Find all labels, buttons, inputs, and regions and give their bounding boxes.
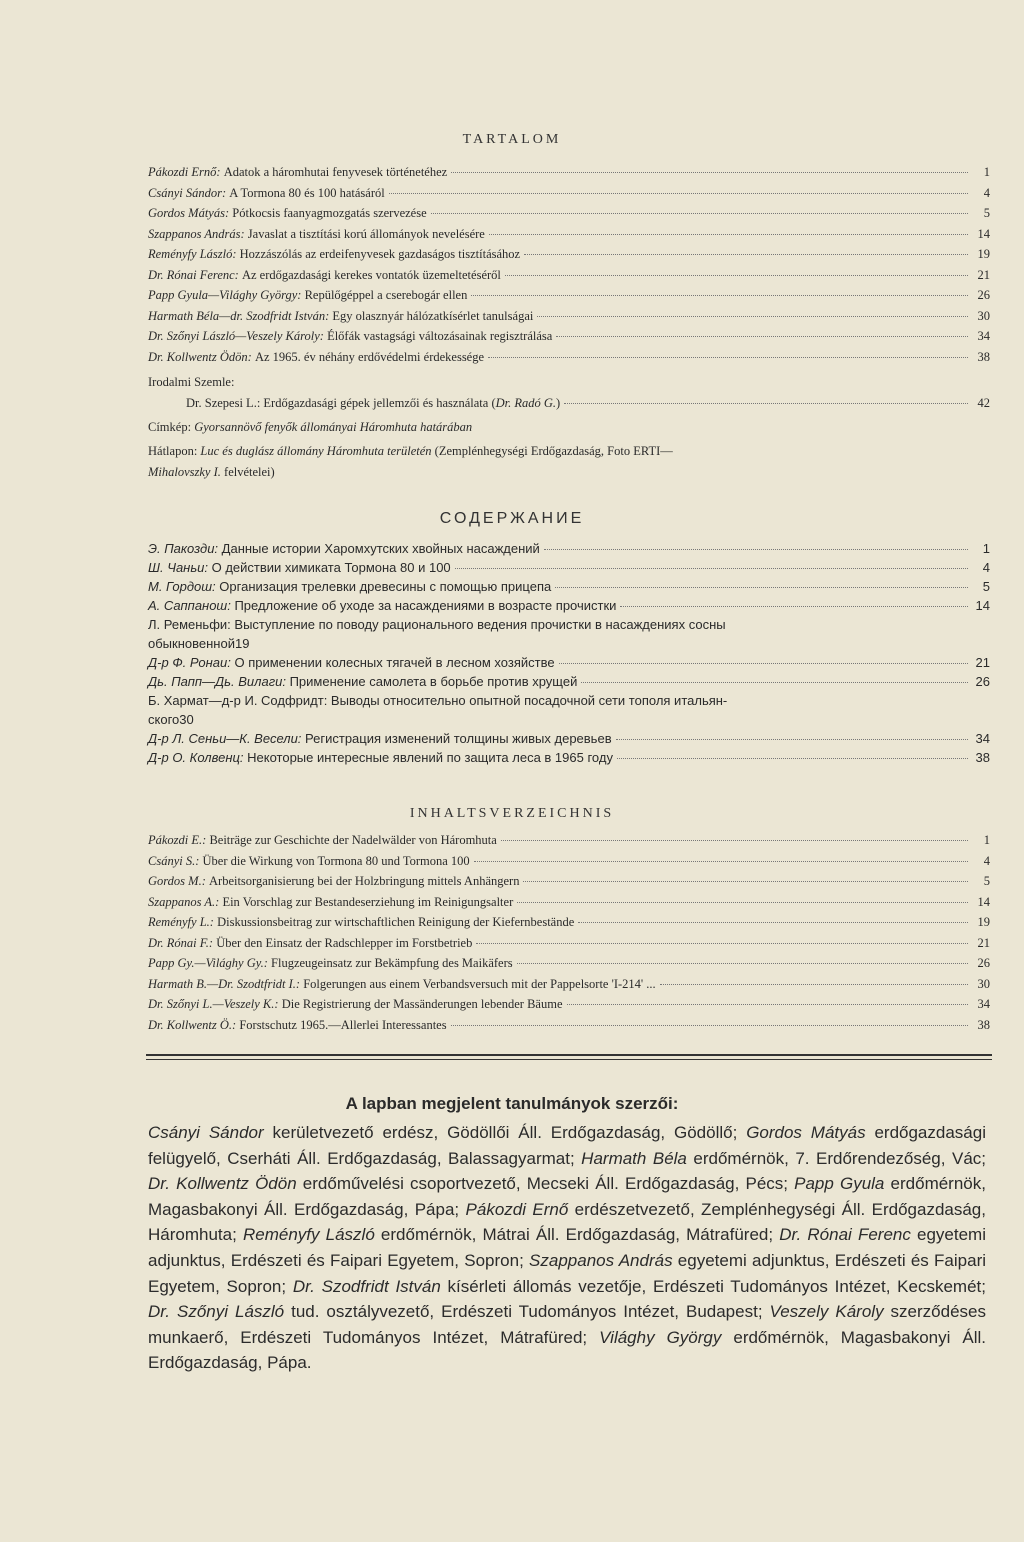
toc-entry <box>148 183 990 204</box>
page-number: 26 <box>977 956 990 970</box>
toc-entry <box>148 539 990 558</box>
page-number: 14 <box>975 598 990 613</box>
toc-entry <box>148 265 990 286</box>
toc-title: A Tormona 80 és 100 hatásáról <box>226 185 385 200</box>
page-number: 4 <box>983 853 990 868</box>
toc-entry <box>148 615 990 653</box>
page-number: 19 <box>977 247 990 261</box>
inhalt-title: INHALTSVERZEICHNIS <box>409 806 615 821</box>
toc-author: Szappanos A.: <box>148 894 220 909</box>
page-number: 21 <box>977 935 990 950</box>
toc-entry <box>148 729 990 748</box>
toc-author: Dr. Szőnyi László—Veszely Károly: <box>148 329 324 343</box>
toc-author: Csányi Sándor: <box>148 185 227 200</box>
page-number: 34 <box>975 731 990 746</box>
page-number: 1 <box>983 165 990 179</box>
page-number: 26 <box>977 288 990 302</box>
toc-title: О действии химиката Тормона 80 и 100 <box>208 560 451 575</box>
cimkep-line: Címkép: Gyorsannövő fenyők állományai Háromhuta határában <box>148 420 473 434</box>
page-number: 34 <box>977 997 990 1011</box>
toc-title: Über die Wirkung von Tormona 80 und Tormona 100 <box>199 853 470 868</box>
author-name: Dr. Rónai Ferenc <box>779 1225 911 1245</box>
toc-author: Reményfy L.: <box>148 915 214 929</box>
authors-heading: A lapban megjelent tanulmányok szerzői: <box>345 1094 679 1113</box>
toc-title: Pótkocsis faanyagmozgatás szervezése <box>229 206 427 220</box>
toc-author: Dr. Rónai F.: <box>148 935 214 950</box>
author-affiliation: tud. osztályvezető, Erdészeti Tudományos Intézet, Budapest; <box>284 1302 770 1322</box>
divider-rule <box>146 1054 992 1056</box>
author-affiliation: kerületvezető erdész, Gödöllői Áll. Erdőgazdaság, Gödöllő; <box>263 1123 747 1142</box>
page-number: 5 <box>983 206 990 220</box>
page-number: 38 <box>977 349 990 364</box>
author-affiliation: kísérleti állomás vezetője, Erdészeti Tudományos Intézet, Kecskemét; <box>440 1276 986 1296</box>
soderzhanie-title: СОДЕРЖАНИЕ <box>439 510 585 527</box>
toc-title: Über den Einsatz der Radschlepper im Forstbetrieb <box>213 935 473 950</box>
toc-author: Л. Ременьфи: <box>148 617 231 632</box>
author-affiliation: erdőművelési csoportvezető, Mecseki Áll. Erdőgazdaság, Pécs; <box>296 1174 795 1194</box>
toc-entry <box>148 953 990 974</box>
irodalmi-szemle <box>148 372 990 483</box>
toc-author: Harmath Béla—dr. Szodfridt István: <box>148 308 330 323</box>
toc-entry <box>148 326 990 347</box>
toc-title: Die Registrierung der Massänderungen lebender Bäume <box>278 997 563 1011</box>
author-name: Szappanos András <box>529 1250 673 1270</box>
author-affiliation: erdőmérnök, Magasbakonyi Áll. Erdőgazdaság, Pápa. <box>148 1327 987 1373</box>
toc-title: Выводы относительно опытной посадочной сети тополя итальян- <box>327 693 728 708</box>
page-number: 5 <box>983 874 990 888</box>
toc-entry <box>148 306 990 327</box>
inhalt-list <box>148 830 990 1035</box>
toc-entry <box>148 691 990 729</box>
page-number: 19 <box>977 915 990 929</box>
page-number: 34 <box>977 329 990 343</box>
toc-author: Csányi S.: <box>148 853 200 868</box>
toc-entry <box>148 851 990 872</box>
toc-entry <box>148 285 990 306</box>
author-name: Dr. Szőnyi László <box>148 1302 285 1322</box>
toc-title-cont: обыкновенной <box>148 636 235 651</box>
toc-entry <box>148 347 990 368</box>
toc-entry <box>148 892 990 913</box>
author-affiliation: erdőmérnök, 7. Erdőrendezőség, Vác; <box>686 1148 986 1168</box>
tartalom-title: TARTALOM <box>462 132 562 147</box>
author-affiliation: egyetemi adjunktus, Erdészeti és Faipari Egyetem, Sopron; <box>148 1250 987 1296</box>
irodalmi-entry: Dr. Szepesi L.: Erdőgazdasági gépek jellemzői és használata ( Dr. Radó G. ) 42 <box>148 393 990 414</box>
toc-author: Harmath B.—Dr. Szodtfridt I.: <box>148 976 301 991</box>
toc-title: Adatok a háromhutai fenyvesek történetéhez <box>220 165 448 179</box>
toc-title: Az 1965. év néhány erdővédelmi érdekessége <box>251 349 485 364</box>
toc-title: Arbeitsorganisierung bei der Holzbringung mittels Anhängern <box>205 874 520 888</box>
page-number: 21 <box>977 267 990 282</box>
soderzhanie-list <box>148 539 990 767</box>
author-affiliation: erdőgazdasági felügyelő, Cserháti Áll. Erdőgazdaság, Balassagyarmat; <box>148 1123 986 1168</box>
page-number: 38 <box>977 1017 990 1032</box>
toc-author: Pákozdi Ernő: <box>148 165 221 179</box>
author-affiliation: egyetemi adjunktus, Erdészeti és Faipari Egyetem, Sopron; <box>148 1225 986 1270</box>
author-name: Gordos Mátyás <box>746 1123 866 1142</box>
toc-entry <box>148 577 990 596</box>
toc-title: О применении колесных тягачей в лесном хозяйстве <box>230 655 555 670</box>
toc-author: Э. Пакозди: <box>148 541 219 556</box>
page-number: 26 <box>975 674 990 689</box>
toc-title: Организация трелевки древесины с помощью прицепа <box>215 579 552 594</box>
toc-title: Repülőgéppel a cserebogár ellen <box>301 288 468 302</box>
page-number: 30 <box>179 712 194 727</box>
author-affiliation: szerződéses munkaerő, Erdészeti Tudományos Intézet, Mátrafüred; <box>148 1302 986 1347</box>
hatlapon-line: Hátlapon: Luc és duglász állomány Háromhuta területén (Zemplénhegységi Erdőgazdaság, Foto ERTI— <box>148 444 673 458</box>
toc-author: Dr. Rónai Ferenc: <box>148 267 239 282</box>
toc-title: Flugzeugeinsatz zur Bekämpfung des Maikäfers <box>267 956 513 970</box>
toc-title: Выступление по поводу рационального ведения прочистки в насаждениях сосны <box>230 617 726 632</box>
toc-entry <box>148 203 990 224</box>
toc-author: Д-р Л. Сеньи—К. Весели: <box>148 731 302 746</box>
author-affiliation: erdőmérnök, Magasbakonyi Áll. Erdőgazdaság, Pápa; <box>148 1174 986 1219</box>
toc-author: Papp Gy.—Világhy Gy.: <box>148 956 268 970</box>
page-number: 1 <box>983 833 990 847</box>
irodalmi-label: Irodalmi Szemle: <box>148 375 235 389</box>
page-number: 1 <box>982 541 990 556</box>
toc-author: Papp Gyula—Világhy György: <box>148 288 302 302</box>
author-name: Dr. Kollwentz Ödön <box>148 1174 297 1194</box>
toc-author: Pákozdi E.: <box>148 833 207 847</box>
toc-author: Б. Хармат—д-р И. Содфридт: <box>148 693 328 708</box>
toc-title: Ein Vorschlag zur Bestandeserziehung im Reinigungsalter <box>219 894 514 909</box>
toc-entry <box>148 224 990 245</box>
toc-author: Дь. Папп—Дь. Вилаги: <box>148 674 286 689</box>
toc-title: Folgerungen aus einem Verbandsversuch mit der Pappelsorte 'I-214' ... <box>300 976 656 991</box>
toc-title: Данные истории Харомхутских хвойных насаждений <box>218 541 540 556</box>
toc-title: Az erdőgazdasági kerekes vontatók üzemeltetéséről <box>238 267 501 282</box>
author-name: Harmath Béla <box>581 1148 687 1168</box>
toc-title-cont: ского <box>148 712 180 727</box>
author-name: Reményfy László <box>242 1225 375 1245</box>
toc-author: Д-р Ф. Ронаи: <box>148 655 231 670</box>
toc-entry <box>148 994 990 1015</box>
toc-entry <box>148 558 990 577</box>
toc-title: Регистрация изменений толщины живых деревьев <box>301 731 612 746</box>
page-number: 30 <box>977 976 990 991</box>
toc-title: Применение самолета в борьбе против хрущей <box>285 674 578 689</box>
author-affiliation: erdőmérnök, Mátrai Áll. Erdőgazdaság, Mátrafüred; <box>374 1225 780 1245</box>
toc-author: Reményfy László: <box>148 247 237 261</box>
toc-author: Dr. Kollwentz Ö.: <box>148 1017 237 1032</box>
toc-title: Hozzászólás az erdeifenyvesek gazdaságos tisztításához <box>236 247 521 261</box>
page-number: 14 <box>977 894 990 909</box>
toc-author: Dr. Szőnyi L.—Veszely K.: <box>148 997 279 1011</box>
toc-entry <box>148 672 990 691</box>
toc-author: А. Саппанош: <box>148 598 231 613</box>
page-number: 42 <box>977 396 990 410</box>
hatlapon-line-2: Mihalovszky I. felvételei) <box>148 465 275 479</box>
page-number: 4 <box>983 185 990 200</box>
toc-entry <box>148 748 990 767</box>
author-name: Veszely Károly <box>769 1302 884 1322</box>
toc-entry <box>148 1015 990 1036</box>
page-number: 4 <box>982 560 990 575</box>
page-number: 19 <box>234 636 250 651</box>
divider-rule-thin <box>146 1059 992 1060</box>
toc-author: Д-р О. Колвенц: <box>148 750 244 765</box>
toc-author: Gordos Mátyás: <box>148 206 230 220</box>
toc-entry <box>148 912 990 933</box>
toc-title: Egy olasznyár hálózatkísérlet tanulságai <box>329 308 534 323</box>
page-number: 5 <box>982 579 990 594</box>
author-affiliation: erdészetvezető, Zemplénhegységi Áll. Erdőgazdaság, Háromhuta; <box>148 1199 986 1245</box>
toc-title: Javaslat a tisztítási korú állományok nevelésére <box>244 226 485 241</box>
toc-author: М. Гордош: <box>148 579 216 594</box>
page-number: 30 <box>977 308 990 323</box>
toc-entry <box>148 653 990 672</box>
toc-entry <box>148 162 990 183</box>
toc-title: Beiträge zur Geschichte der Nadelwälder von Háromhuta <box>206 833 497 847</box>
author-name: Dr. Szodfridt István <box>292 1276 441 1296</box>
page-number: 14 <box>977 226 990 241</box>
author-name: Csányi Sándor <box>148 1123 264 1142</box>
page-number: 38 <box>975 750 990 765</box>
toc-entry <box>148 871 990 892</box>
tartalom-list <box>148 162 990 367</box>
toc-entry <box>148 974 990 995</box>
toc-title: Forstschutz 1965.—Allerlei Interessantes <box>236 1017 447 1032</box>
toc-title: Diskussionsbeitrag zur wirtschaftlichen Reinigung der Kiefernbestände <box>213 915 575 929</box>
toc-author: Szappanos András: <box>148 226 245 241</box>
author-name: Pákozdi Ernő <box>465 1199 569 1219</box>
toc-entry <box>148 596 990 615</box>
page-number: 21 <box>975 655 990 670</box>
toc-author: Dr. Kollwentz Ödön: <box>148 349 252 364</box>
toc-entry <box>148 933 990 954</box>
toc-author: Gordos M.: <box>148 874 206 888</box>
authors-paragraph <box>148 1120 986 1376</box>
toc-title: Предложение об уходе за насаждениями в возрасте прочистки <box>230 598 617 613</box>
toc-author: Ш. Чаньи: <box>148 560 209 575</box>
toc-entry <box>148 830 990 851</box>
toc-title: Некоторые интересные явлений по защита леса в 1965 году <box>243 750 613 765</box>
author-name: Világhy György <box>599 1327 722 1347</box>
toc-entry <box>148 244 990 265</box>
toc-title: Élőfák vastagsági változásainak regisztrálása <box>323 329 553 343</box>
author-name: Papp Gyula <box>794 1174 885 1194</box>
